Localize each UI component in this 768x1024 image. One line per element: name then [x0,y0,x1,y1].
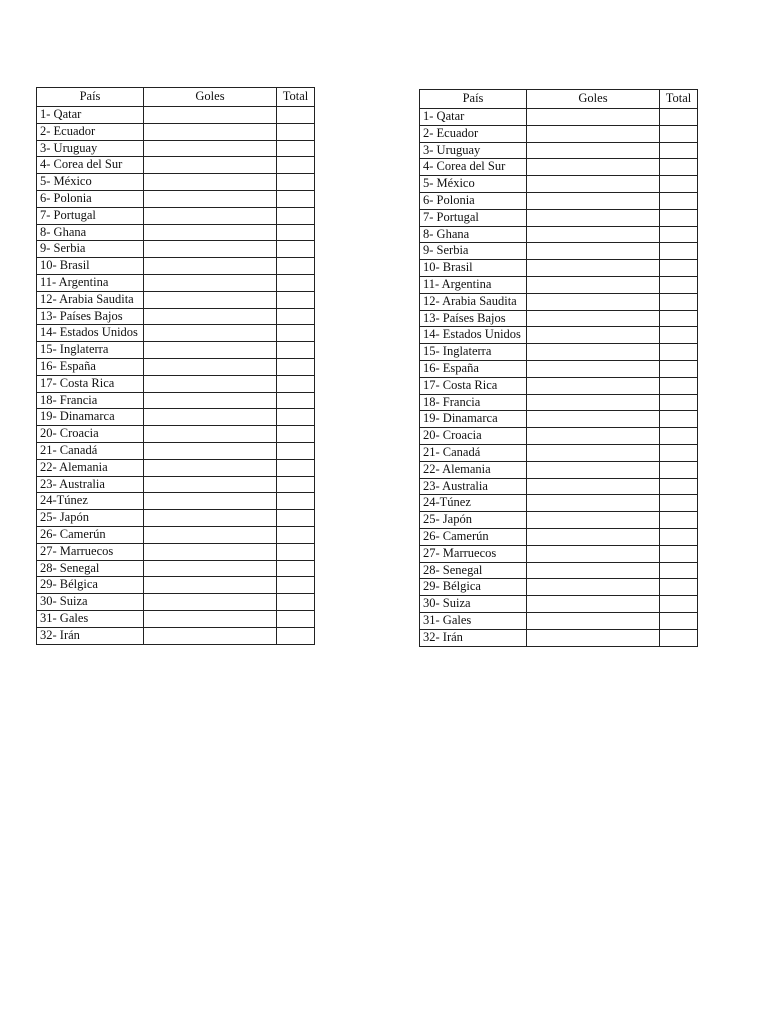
total-cell[interactable] [660,192,698,209]
goals-cell[interactable] [144,258,277,275]
goals-cell[interactable] [144,543,277,560]
total-cell[interactable] [660,176,698,193]
country-name: 31- Gales [420,612,527,629]
total-cell[interactable] [277,459,315,476]
table-row [37,577,315,594]
table-row [37,526,315,543]
total-cell[interactable] [277,207,315,224]
table-row [37,190,315,207]
goals-cell[interactable] [527,512,660,529]
total-cell[interactable] [277,308,315,325]
total-cell[interactable] [660,125,698,142]
goals-cell[interactable] [144,459,277,476]
table-row [37,426,315,443]
country-name: 21- Canadá [420,444,527,461]
goals-cell[interactable] [527,579,660,596]
goals-cell[interactable] [527,293,660,310]
table-row [37,493,315,510]
goals-cell[interactable] [144,140,277,157]
goals-cell[interactable] [144,241,277,258]
goals-cell[interactable] [527,495,660,512]
total-cell[interactable] [277,358,315,375]
table-row [420,344,698,361]
goals-cell[interactable] [144,123,277,140]
table-row [420,545,698,562]
table-row [420,629,698,646]
country-name: 20- Croacia [37,426,144,443]
table-row [37,510,315,527]
goals-cell[interactable] [144,560,277,577]
country-name: 12- Arabia Saudita [37,291,144,308]
total-cell[interactable] [660,579,698,596]
country-name: 32- Irán [420,629,527,646]
goals-cell[interactable] [527,243,660,260]
total-cell[interactable] [277,342,315,359]
table-row [37,476,315,493]
table-row [420,596,698,613]
table-row [37,140,315,157]
country-name: 3- Uruguay [420,142,527,159]
total-cell[interactable] [660,310,698,327]
table-row [37,610,315,627]
country-name: 4- Corea del Sur [420,159,527,176]
table-row [37,358,315,375]
total-cell[interactable] [660,260,698,277]
country-name: 23- Australia [420,478,527,495]
table-row [420,461,698,478]
table-row [420,125,698,142]
total-cell[interactable] [277,241,315,258]
goals-cell[interactable] [144,342,277,359]
total-cell[interactable] [660,327,698,344]
country-name: 9- Serbia [37,241,144,258]
total-cell[interactable] [660,344,698,361]
total-cell[interactable] [660,545,698,562]
table-row [37,342,315,359]
total-cell[interactable] [277,107,315,124]
table-row [37,627,315,644]
country-name: 6- Polonia [420,192,527,209]
total-cell[interactable] [660,411,698,428]
total-cell[interactable] [277,224,315,241]
goals-cell[interactable] [144,358,277,375]
table-row [37,291,315,308]
country-name: 10- Brasil [420,260,527,277]
country-name: 32- Irán [37,627,144,644]
country-name: 27- Marruecos [37,543,144,560]
total-cell[interactable] [660,226,698,243]
total-cell[interactable] [277,123,315,140]
goals-cell[interactable] [144,157,277,174]
table-row [37,274,315,291]
goals-cell[interactable] [527,461,660,478]
country-name: 28- Senegal [420,562,527,579]
total-cell[interactable] [660,377,698,394]
table-row [420,109,698,126]
goals-cell[interactable] [527,125,660,142]
goals-cell[interactable] [527,260,660,277]
header-goles: Goles [144,88,277,107]
table-row [420,562,698,579]
country-name: 8- Ghana [37,224,144,241]
country-name: 28- Senegal [37,560,144,577]
table-row [37,409,315,426]
table-row [420,260,698,277]
goals-cell[interactable] [527,344,660,361]
country-name: 20- Croacia [420,428,527,445]
total-cell[interactable] [660,612,698,629]
country-name: 11- Argentina [37,274,144,291]
goals-table-left [36,87,315,645]
country-name: 6- Polonia [37,190,144,207]
country-name: 13- Países Bajos [37,308,144,325]
goals-cell[interactable] [527,209,660,226]
goals-cell[interactable] [527,596,660,613]
table-row [420,411,698,428]
table-header-row [37,88,315,107]
country-name: 4- Corea del Sur [37,157,144,174]
table-row [420,528,698,545]
table-header-row [420,90,698,109]
goals-cell[interactable] [144,375,277,392]
table-row [37,442,315,459]
total-cell[interactable] [660,159,698,176]
country-name: 16- España [420,360,527,377]
total-cell[interactable] [277,594,315,611]
goals-cell[interactable] [144,325,277,342]
goals-cell[interactable] [144,594,277,611]
table-row [37,123,315,140]
country-name: 7- Portugal [420,209,527,226]
total-cell[interactable] [277,610,315,627]
country-name: 2- Ecuador [420,125,527,142]
header-total: Total [660,90,698,109]
country-name: 24-Túnez [420,495,527,512]
table-row [37,157,315,174]
goals-cell[interactable] [144,476,277,493]
total-cell[interactable] [277,190,315,207]
country-name: 21- Canadá [37,442,144,459]
goals-table-right [419,89,698,647]
country-name: 19- Dinamarca [37,409,144,426]
total-cell[interactable] [660,243,698,260]
table-row [37,224,315,241]
goals-cell[interactable] [527,528,660,545]
goals-cell[interactable] [144,526,277,543]
table-row [37,174,315,191]
goals-cell[interactable] [144,442,277,459]
goals-cell[interactable] [527,377,660,394]
table-row [420,327,698,344]
goals-cell[interactable] [144,577,277,594]
total-cell[interactable] [660,528,698,545]
country-name: 13- Países Bajos [420,310,527,327]
table-row [420,142,698,159]
total-cell[interactable] [277,493,315,510]
goals-cell[interactable] [527,159,660,176]
country-name: 30- Suiza [37,594,144,611]
country-name: 8- Ghana [420,226,527,243]
total-cell[interactable] [660,209,698,226]
table-row [420,512,698,529]
country-name: 22- Alemania [420,461,527,478]
goals-cell[interactable] [527,562,660,579]
country-name: 7- Portugal [37,207,144,224]
country-name: 27- Marruecos [420,545,527,562]
country-name: 17- Costa Rica [37,375,144,392]
goals-cell[interactable] [527,629,660,646]
total-cell[interactable] [277,174,315,191]
goals-cell[interactable] [527,411,660,428]
table-row [420,243,698,260]
country-name: 10- Brasil [37,258,144,275]
table-row [420,579,698,596]
country-name: 14- Estados Unidos [37,325,144,342]
goals-cell[interactable] [144,274,277,291]
country-name: 9- Serbia [420,243,527,260]
total-cell[interactable] [277,510,315,527]
table-row [37,375,315,392]
goals-cell[interactable] [527,109,660,126]
goals-cell[interactable] [144,190,277,207]
table-row [420,495,698,512]
country-name: 15- Inglaterra [37,342,144,359]
goals-cell[interactable] [144,409,277,426]
country-name: 31- Gales [37,610,144,627]
total-cell[interactable] [660,293,698,310]
header-pais: País [37,88,144,107]
total-cell[interactable] [660,394,698,411]
country-name: 29- Bélgica [37,577,144,594]
goals-cell[interactable] [527,545,660,562]
table-row [420,444,698,461]
country-name: 26- Camerún [37,526,144,543]
country-name: 5- México [420,176,527,193]
country-name: 26- Camerún [420,528,527,545]
goals-cell[interactable] [144,627,277,644]
table-row [420,159,698,176]
country-name: 18- Francia [37,392,144,409]
total-cell[interactable] [277,627,315,644]
table-row [37,241,315,258]
total-cell[interactable] [277,442,315,459]
goals-cell[interactable] [144,610,277,627]
country-name: 23- Australia [37,476,144,493]
header-total: Total [277,88,315,107]
table-row [420,428,698,445]
table-row [37,308,315,325]
table-row [37,543,315,560]
table-row [420,209,698,226]
goals-cell[interactable] [144,224,277,241]
goals-cell[interactable] [527,478,660,495]
table-row [37,258,315,275]
total-cell[interactable] [277,526,315,543]
goals-cell[interactable] [527,612,660,629]
total-cell[interactable] [660,360,698,377]
table-row [37,107,315,124]
total-cell[interactable] [660,512,698,529]
table-row [420,360,698,377]
table-row [37,207,315,224]
country-name: 5- México [37,174,144,191]
goals-cell[interactable] [527,360,660,377]
goals-cell[interactable] [144,510,277,527]
total-cell[interactable] [660,596,698,613]
country-name: 15- Inglaterra [420,344,527,361]
country-name: 25- Japón [420,512,527,529]
table-row [37,594,315,611]
goals-cell[interactable] [144,426,277,443]
total-cell[interactable] [277,157,315,174]
total-cell[interactable] [277,426,315,443]
table-row [420,478,698,495]
country-name: 24-Túnez [37,493,144,510]
goals-cell[interactable] [527,142,660,159]
total-cell[interactable] [660,276,698,293]
country-name: 2- Ecuador [37,123,144,140]
total-cell[interactable] [277,560,315,577]
country-name: 3- Uruguay [37,140,144,157]
total-cell[interactable] [660,428,698,445]
goals-cell[interactable] [527,276,660,293]
country-name: 22- Alemania [37,459,144,476]
table-row [420,226,698,243]
country-name: 14- Estados Unidos [420,327,527,344]
goals-cell[interactable] [144,107,277,124]
goals-cell[interactable] [527,176,660,193]
table-row [420,310,698,327]
total-cell[interactable] [277,291,315,308]
goals-cell[interactable] [527,428,660,445]
goals-cell[interactable] [144,207,277,224]
goals-cell[interactable] [527,394,660,411]
table-row [420,293,698,310]
goals-cell[interactable] [144,308,277,325]
country-name: 1- Qatar [420,109,527,126]
country-name: 12- Arabia Saudita [420,293,527,310]
total-cell[interactable] [277,274,315,291]
table-row [37,325,315,342]
table-row [37,392,315,409]
total-cell[interactable] [277,577,315,594]
goals-cell[interactable] [144,392,277,409]
goals-cell[interactable] [527,192,660,209]
header-goles: Goles [527,90,660,109]
total-cell[interactable] [277,409,315,426]
total-cell[interactable] [277,543,315,560]
total-cell[interactable] [660,562,698,579]
total-cell[interactable] [660,444,698,461]
table-row [420,176,698,193]
country-name: 17- Costa Rica [420,377,527,394]
table-row [420,192,698,209]
total-cell[interactable] [660,142,698,159]
table-row [420,394,698,411]
goals-cell[interactable] [527,310,660,327]
total-cell[interactable] [277,375,315,392]
country-name: 25- Japón [37,510,144,527]
goals-cell[interactable] [144,493,277,510]
country-name: 18- Francia [420,394,527,411]
total-cell[interactable] [660,461,698,478]
country-name: 29- Bélgica [420,579,527,596]
total-cell[interactable] [660,109,698,126]
goals-cell[interactable] [527,327,660,344]
total-cell[interactable] [660,495,698,512]
total-cell[interactable] [277,325,315,342]
table-row [420,377,698,394]
total-cell[interactable] [660,629,698,646]
table-row [420,276,698,293]
goals-cell[interactable] [144,291,277,308]
country-name: 30- Suiza [420,596,527,613]
country-name: 11- Argentina [420,276,527,293]
total-cell[interactable] [277,258,315,275]
goals-cell[interactable] [527,226,660,243]
table-row [37,560,315,577]
country-name: 16- España [37,358,144,375]
table-row [420,612,698,629]
total-cell[interactable] [277,476,315,493]
country-name: 1- Qatar [37,107,144,124]
table-row [37,459,315,476]
total-cell[interactable] [277,392,315,409]
total-cell[interactable] [277,140,315,157]
country-name: 19- Dinamarca [420,411,527,428]
goals-cell[interactable] [144,174,277,191]
header-pais: País [420,90,527,109]
total-cell[interactable] [660,478,698,495]
goals-cell[interactable] [527,444,660,461]
